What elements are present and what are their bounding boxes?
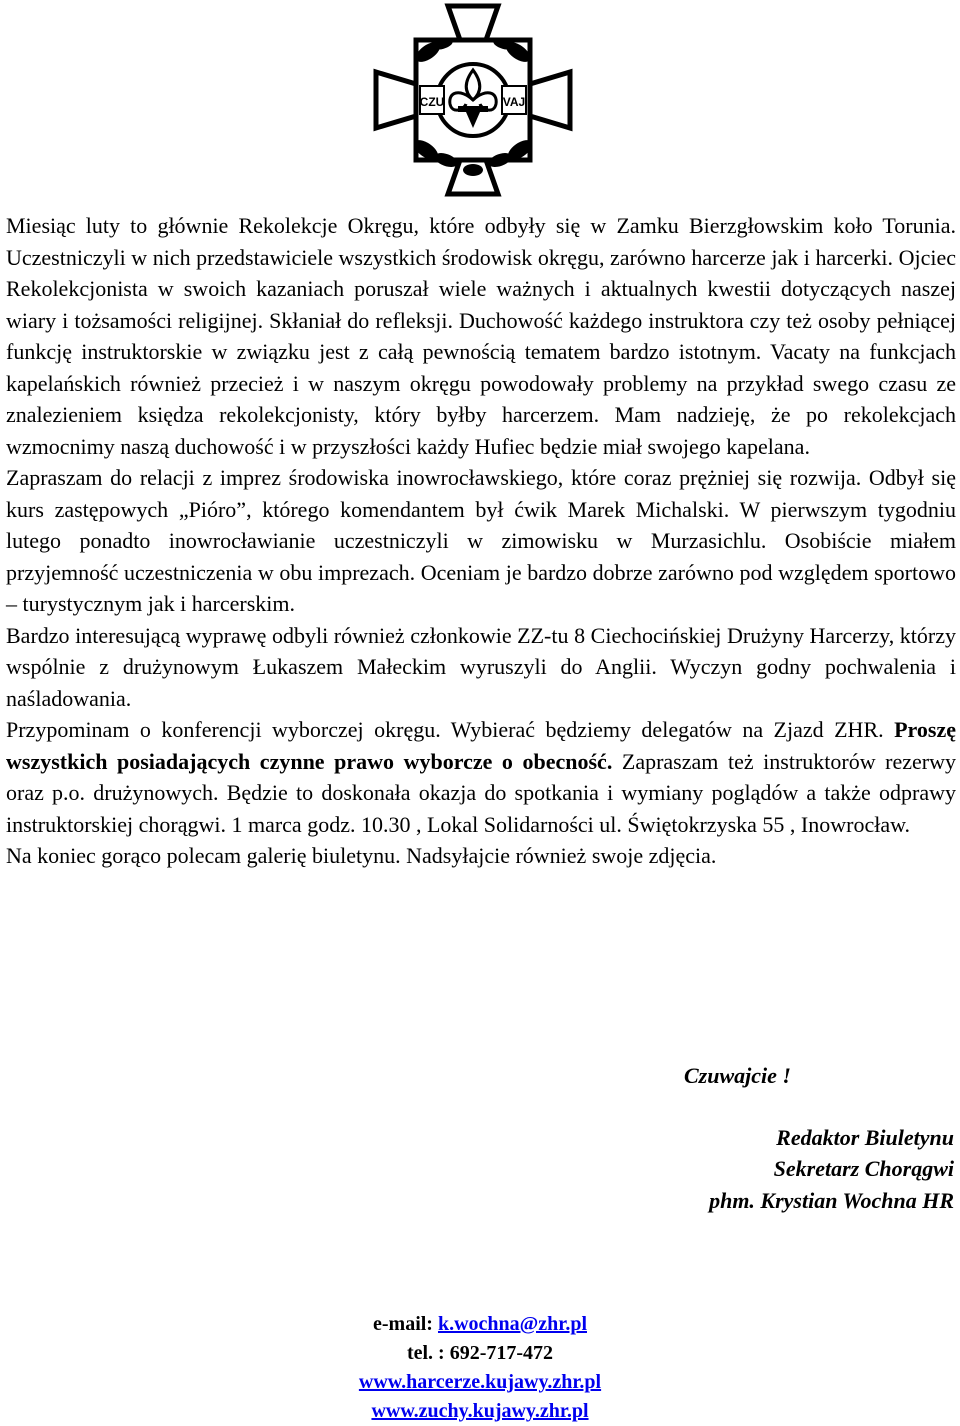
konferencja-bold-notice: Proszę wszystkich posiadających czynne prawo wyborcze o obecność. (6, 717, 957, 774)
scout-cross-icon (368, 0, 578, 200)
signature-role-editor: Redaktor Biuletynu (776, 1124, 954, 1150)
konferencja-intro: Przypominam o konferencji wyborczej okręgu. Wybierać będziemy delegatów na Zjazd ZHR. (6, 717, 884, 742)
email-row (0, 1310, 960, 1339)
konferencja-details: Zapraszam też instruktorów rezerwy oraz p.o. drużynowych. Będzie to doskonała okazja do spotkania i wymiany poglądów a także odprawy instruktorskiej chorągwi. 1 marca godz. 10.30 , Lokal Solidarności ul. Świętokrzyska 55 , Inowrocław. (6, 748, 956, 837)
email-label: e-mail: (373, 1313, 433, 1335)
phone-number: tel. : 692-717-472 (406, 1342, 554, 1364)
contact-footer (0, 1310, 960, 1426)
article-body (6, 210, 956, 872)
signature-block (534, 1060, 954, 1216)
website-row-harcerze (0, 1368, 960, 1397)
paragraph-inowroclaw: Zapraszam do relacji z imprez środowiska inowrocławskiego, które coraz prężniej się rozwija. Odbył się kurs zastępowych „Pióro”, którego komendantem był ćwik Marek Michalski. W pierwszym tygodniu lutego ponadto inowrocławianie uczestniczyli w zimowisku w Murzasichlu. Osobiście miałem przyjemność uczestniczenia w obu imprezach. Oceniam je bardzo dobrze zarówno pod względem sportowo – turystycznym jak i harcerskim. (6, 465, 956, 616)
website-link-zuchy[interactable]: www.zuchy.kujawy.zhr.pl (371, 1400, 589, 1422)
signature-role-secretary: Sekretarz Chorągwi (773, 1156, 954, 1181)
signature-name: phm. Krystian Wochna HR (709, 1187, 954, 1213)
paragraph-rekolekcje: Miesiąc luty to głównie Rekolekcje Okręgu, które odbyły się w Zamku Bierzgłowskim koło Torunia. Uczestniczyli w nich przedstawiciele wszystkich środowisk okręgu, zarówno harcerze jak i harcerki. Ojciec Rekolekcjonista w swoich kazaniach poruszał wiele ważnych i aktualnych kwestii dotyczących naszej wiary i tożsamości religijnej. Skłaniał do refleksji. Duchowość każdego instruktora czy też osoby pełniącej funkcję instruktorskie w związku jest z całą pewnością tematem bardzo istotnym. Vacaty na funkcjach kapelańskich również przecież i w naszym okręgu powodowały problemy na przykład swego czasu ze znalezieniem księdza rekolekcjonisty, który byłby harcerzem. Mam nadzieję, że po rekolekcjach wzmocnimy naszą duchowość i w przyszłości każdy Hufiec będzie miał swojego kapelana. (6, 213, 956, 459)
paragraph-galeria: Na koniec gorąco polecam galerię biuletynu. Nadsyłajcie również swoje zdjęcia. (6, 843, 717, 868)
paragraph-anglia: Bardzo interesującą wyprawę odbyli również członkowie ZZ-tu 8 Ciechocińskiej Drużyny Harcerzy, którzy wspólnie z drużynowym Łukaszem Małeckim wyruszyli do Anglii. Wyczyn godny pochwalenia i naśladowania. (6, 622, 956, 711)
greeting: Czuwajcie ! (684, 1063, 791, 1088)
scout-cross-logo (368, 0, 578, 200)
website-link-harcerze[interactable]: www.harcerze.kujawy.zhr.pl (358, 1371, 602, 1393)
website-row-zuchy (0, 1397, 960, 1426)
logo-left-text: CZU (419, 95, 445, 109)
paragraph-konferencja (6, 714, 956, 840)
email-link[interactable]: k.wochna@zhr.pl (437, 1313, 587, 1335)
logo-right-text: VAJ (502, 95, 526, 109)
